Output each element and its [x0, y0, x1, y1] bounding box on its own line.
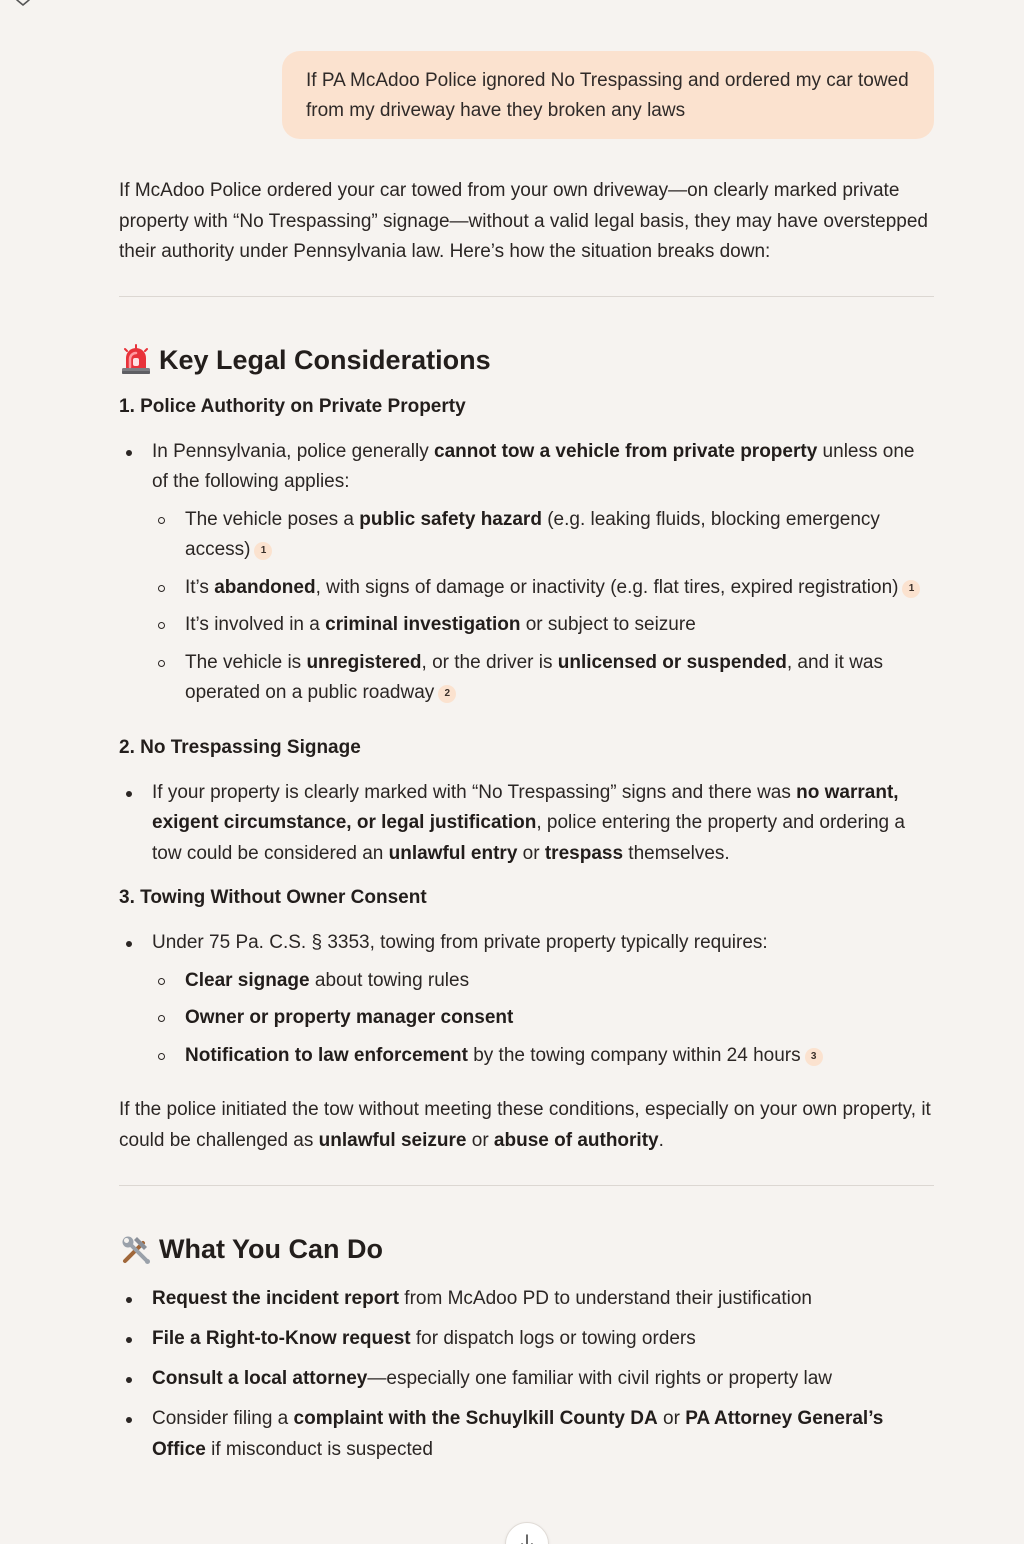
bullet-list: [119, 437, 934, 709]
list-item: [119, 1364, 934, 1395]
user-message-bubble: [282, 51, 934, 139]
list-item-text: , with signs of damage or inactivity (e.g. flat tires, expired registration): [315, 576, 899, 598]
list-item-bold: unlawful entry: [388, 842, 518, 864]
sub-bullet-list: [152, 966, 934, 1072]
list-item-bold: abandoned: [214, 576, 316, 598]
list-item: [152, 1041, 934, 1072]
section-title-key-legal: [119, 342, 934, 378]
list-item-text: It’s involved in a: [185, 614, 326, 635]
list-item-bold: criminal investigation: [325, 614, 521, 635]
list-item-text: , and it was operated on a public roadway: [185, 651, 883, 703]
arrow-down-icon: [519, 1533, 535, 1544]
user-message-text: If PA McAdoo Police ignored No Trespassing and ordered my car towed from my driveway have they broken any laws: [306, 70, 909, 121]
list-item-text: —especially one familiar with civil rights or property law: [367, 1368, 832, 1389]
scroll-to-bottom-button[interactable]: [505, 1522, 549, 1544]
rotating-light-emoji: [119, 343, 153, 377]
list-item-bold: Owner or property manager consent: [185, 1007, 514, 1028]
list-item: [119, 1284, 934, 1315]
list-item-bold: unregistered: [306, 651, 422, 673]
list-item-text: for dispatch logs or towing orders: [410, 1328, 696, 1349]
list-item: [152, 1003, 934, 1034]
chevron-down-icon[interactable]: [14, 0, 32, 10]
list-item-bold: cannot tow a vehicle from private property: [434, 440, 818, 462]
section-title-text: What You Can Do: [159, 1234, 383, 1264]
list-item-bold: Request the incident report: [152, 1288, 400, 1309]
list-item-text: (e.g. leaking fluids, blocking emergency access): [185, 508, 880, 560]
list-item-bold: File a Right-to-Know request: [152, 1328, 411, 1349]
list-item-text: or subject to seizure: [520, 614, 696, 635]
list-item: [119, 778, 934, 870]
list-item-text: In Pennsylvania, police generally: [152, 440, 435, 462]
list-item-text: or: [517, 842, 545, 864]
paragraph-bold: abuse of authority: [493, 1129, 659, 1151]
list-item: [152, 648, 934, 709]
subheading-towing-consent: 3. Towing Without Owner Consent: [119, 887, 427, 908]
citation-badge[interactable]: 2: [438, 685, 456, 703]
list-item-bold: Notification to law enforcement: [185, 1044, 468, 1066]
citation-badge[interactable]: 3: [805, 1048, 823, 1066]
list-item-bold: complaint with the Schuylkill County DA: [293, 1408, 658, 1429]
list-item-text: unless one of the following applies:: [152, 440, 915, 492]
subheading-police-authority: 1. Police Authority on Private Property: [119, 395, 466, 417]
list-item: [119, 437, 934, 709]
list-item-text: The vehicle is: [185, 651, 307, 673]
list-item-text: , or the driver is: [421, 651, 558, 673]
list-item: [152, 966, 934, 997]
list-item: [152, 610, 934, 641]
section-title-text: Key Legal Considerations: [159, 344, 491, 375]
section-title-what-you-can-do: [119, 1231, 934, 1267]
list-item: [152, 505, 934, 566]
paragraph-bold: unlawful seizure: [318, 1129, 467, 1151]
assistant-response: [119, 176, 934, 1465]
conclusion-paragraph: [119, 1095, 934, 1156]
list-item-text: , police entering the property and ordering a tow could be considered an: [152, 812, 905, 864]
bullet-list: [119, 778, 934, 870]
list-item-text: or: [657, 1408, 686, 1429]
list-item-text: It’s: [185, 576, 215, 598]
citation-badge[interactable]: 1: [254, 542, 272, 560]
list-item: [152, 573, 934, 604]
list-item-text: by the towing company within 24 hours: [467, 1044, 801, 1066]
list-item: [119, 1404, 934, 1465]
list-item-bold: public safety hazard: [359, 508, 542, 530]
list-item-text: If your property is clearly marked with “No Trespassing” signs and there was: [152, 781, 797, 803]
paragraph-text: or: [466, 1129, 494, 1151]
list-item: [119, 928, 934, 1071]
list-item-bold: unlicensed or suspended: [557, 651, 787, 673]
list-item-bold: PA Attorney General’s Office: [152, 1408, 884, 1460]
list-item-text: from McAdoo PD to understand their justification: [399, 1288, 812, 1309]
list-item-bold: no warrant, exigent circumstance, or legal justification: [152, 781, 899, 833]
sub-bullet-list: [152, 505, 934, 709]
response-intro: If McAdoo Police ordered your car towed from your own driveway—on clearly marked private property with “No Trespassing” signage—without a valid legal basis, they may have overstepped their authority under Pennsylvania law. Here’s how the situation breaks down:: [119, 180, 928, 262]
bullet-list: [119, 1284, 934, 1465]
list-item-text: if misconduct is suspected: [205, 1438, 433, 1460]
list-item-text: Under 75 Pa. C.S. § 3353, towing from private property typically requires:: [152, 932, 768, 953]
paragraph-text: .: [658, 1129, 664, 1151]
bullet-list: [119, 928, 934, 1071]
list-item-bold: trespass: [544, 842, 624, 864]
paragraph-text: If the police initiated the tow without meeting these conditions, especially on your own property, it could be challenged as: [119, 1099, 931, 1151]
list-item-text: Consider filing a: [152, 1408, 294, 1429]
hammer-and-wrench-emoji: [119, 1232, 153, 1266]
list-item-bold: Consult a local attorney: [152, 1368, 368, 1389]
citation-badge[interactable]: 1: [902, 580, 920, 598]
list-item-bold: Clear signage: [185, 969, 310, 991]
subheading-no-trespassing: 2. No Trespassing Signage: [119, 736, 361, 758]
list-item-text: themselves.: [623, 842, 730, 864]
section-divider: [119, 296, 934, 297]
list-item: [119, 1324, 934, 1355]
list-item-text: The vehicle poses a: [185, 508, 360, 530]
section-divider: [119, 1185, 934, 1186]
list-item-text: about towing rules: [309, 969, 470, 991]
